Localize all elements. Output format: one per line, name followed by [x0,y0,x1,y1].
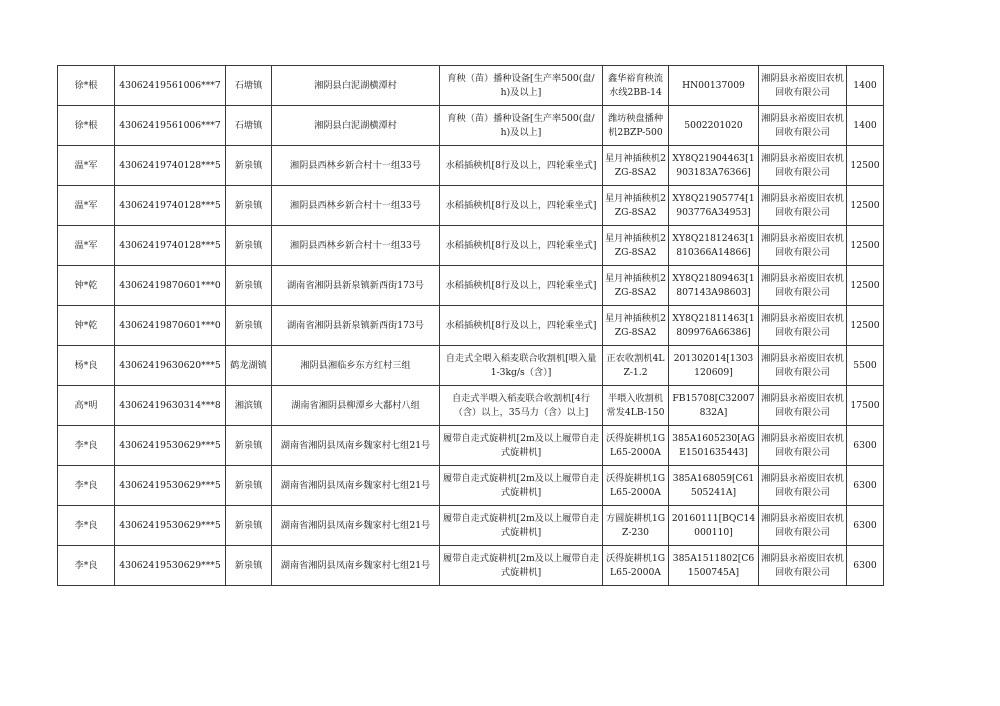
id-number-cell: 43062419530629***5 [115,506,226,546]
machine-category-cell: 水稻插秧机[8行及以上，四轮乘坐式] [440,226,603,266]
recipient-name-cell: 钟*乾 [58,266,115,306]
serial-number-cell: 385A1605230[AGE1501635443] [669,426,759,466]
subsidy-amount-cell: 12500 [847,306,884,346]
address-cell: 湖南省湘阴县柳潭乡大鄱村八组 [272,386,440,426]
machine-model-cell: 沃得旋耕机1GL65-2000A [603,426,669,466]
machine-category-cell: 自走式半喂入稻麦联合收割机[4行（含）以上，35马力（含）以上] [440,386,603,426]
address-cell: 湖南省湘阴县凤南乡魏家村七组21号 [272,506,440,546]
recycling-company-cell: 湘阴县永裕废旧农机回收有限公司 [759,386,847,426]
recipient-name-cell: 温*军 [58,186,115,226]
machine-model-cell: 沃得旋耕机1GL65-2000A [603,546,669,586]
serial-number-cell: FB15708[C32007832A] [669,386,759,426]
town-cell: 新泉镇 [226,506,272,546]
table-row [58,546,884,586]
subsidy-amount-cell: 1400 [847,106,884,146]
machine-model-cell: 星月神插秧机2ZG-8SA2 [603,306,669,346]
id-number-cell: 43062419740128***5 [115,186,226,226]
recycling-company-cell: 湘阴县永裕废旧农机回收有限公司 [759,306,847,346]
serial-number-cell: XY8Q21904463[1903183A76366] [669,146,759,186]
recycling-company-cell: 湘阴县永裕废旧农机回收有限公司 [759,186,847,226]
recycling-company-cell: 湘阴县永裕废旧农机回收有限公司 [759,226,847,266]
id-number-cell: 43062419630620***5 [115,346,226,386]
machine-model-cell: 鑫华裕育秧流水线2BB-14 [603,66,669,106]
table-row [58,346,884,386]
address-cell: 湘阴县白泥湖横潭村 [272,66,440,106]
subsidy-amount-cell: 12500 [847,146,884,186]
machine-model-cell: 星月神插秧机2ZG-8SA2 [603,186,669,226]
machine-category-cell: 履带自走式旋耕机[2m及以上履带自走式旋耕机] [440,426,603,466]
town-cell: 鹤龙湖镇 [226,346,272,386]
address-cell: 湖南省湘阴县凤南乡魏家村七组21号 [272,466,440,506]
serial-number-cell: 385A1511802[C61500745A] [669,546,759,586]
address-cell: 湖南省湘阴县新泉镇新西街173号 [272,306,440,346]
recipient-name-cell: 李*良 [58,546,115,586]
recycling-company-cell: 湘阴县永裕废旧农机回收有限公司 [759,506,847,546]
serial-number-cell: 5002201020 [669,106,759,146]
table-row [58,146,884,186]
id-number-cell: 43062419740128***5 [115,226,226,266]
serial-number-cell: XY8Q21812463[1810366A14866] [669,226,759,266]
address-cell: 湖南省湘阴县新泉镇新西街173号 [272,266,440,306]
table-row [58,466,884,506]
serial-number-cell: 385A168059[C61505241A] [669,466,759,506]
id-number-cell: 43062419530629***5 [115,466,226,506]
town-cell: 新泉镇 [226,466,272,506]
recipient-name-cell: 徐*根 [58,106,115,146]
table-row [58,106,884,146]
recipient-name-cell: 杨*良 [58,346,115,386]
recipient-name-cell: 钟*乾 [58,306,115,346]
table-row [58,226,884,266]
machine-model-cell: 潍坊秧盘播种机2BZP-500 [603,106,669,146]
address-cell: 湘阴县西林乡新合村十一组33号 [272,186,440,226]
recycling-company-cell: 湘阴县永裕废旧农机回收有限公司 [759,106,847,146]
table-row [58,506,884,546]
subsidy-amount-cell: 6300 [847,546,884,586]
recipient-name-cell: 温*军 [58,226,115,266]
recycling-company-cell: 湘阴县永裕废旧农机回收有限公司 [759,146,847,186]
town-cell: 新泉镇 [226,546,272,586]
machine-model-cell: 星月神插秧机2ZG-8SA2 [603,266,669,306]
subsidy-amount-cell: 17500 [847,386,884,426]
recycling-company-cell: 湘阴县永裕废旧农机回收有限公司 [759,66,847,106]
machine-category-cell: 育秧（苗）播种设备[生产率500(盘/h)及以上] [440,66,603,106]
town-cell: 石塘镇 [226,106,272,146]
serial-number-cell: XY8Q21905774[1903776A34953] [669,186,759,226]
recycling-company-cell: 湘阴县永裕废旧农机回收有限公司 [759,346,847,386]
id-number-cell: 43062419870601***0 [115,306,226,346]
subsidy-amount-cell: 6300 [847,426,884,466]
address-cell: 湘阴县西林乡新合村十一组33号 [272,146,440,186]
town-cell: 新泉镇 [226,226,272,266]
recipient-name-cell: 高*明 [58,386,115,426]
recipient-name-cell: 李*良 [58,506,115,546]
machine-category-cell: 水稻插秧机[8行及以上，四轮乘坐式] [440,146,603,186]
machine-category-cell: 水稻插秧机[8行及以上，四轮乘坐式] [440,306,603,346]
machine-category-cell: 履带自走式旋耕机[2m及以上履带自走式旋耕机] [440,506,603,546]
machine-model-cell: 沃得旋耕机1GL65-2000A [603,466,669,506]
serial-number-cell: 20160111[BQC14000110] [669,506,759,546]
machine-model-cell: 正农收割机4LZ-1.2 [603,346,669,386]
serial-number-cell: XY8Q21811463[1809976A66386] [669,306,759,346]
table-row [58,186,884,226]
address-cell: 湖南省湘阴县凤南乡魏家村七组21号 [272,426,440,466]
address-cell: 湘阴县湘临乡东方红村三组 [272,346,440,386]
subsidy-amount-cell: 12500 [847,226,884,266]
serial-number-cell: XY8Q21809463[1807143A98603] [669,266,759,306]
machine-category-cell: 履带自走式旋耕机[2m及以上履带自走式旋耕机] [440,466,603,506]
town-cell: 新泉镇 [226,426,272,466]
subsidy-amount-cell: 6300 [847,466,884,506]
machine-category-cell: 水稻插秧机[8行及以上，四轮乘坐式] [440,186,603,226]
table-row [58,306,884,346]
machine-model-cell: 方圆旋耕机1GZ-230 [603,506,669,546]
table-body [58,66,884,586]
subsidy-recipient-table [57,65,884,586]
table-row [58,266,884,306]
table-row [58,66,884,106]
table-row [58,426,884,466]
town-cell: 新泉镇 [226,306,272,346]
machine-model-cell: 星月神插秧机2ZG-8SA2 [603,226,669,266]
address-cell: 湘阴县白泥湖横潭村 [272,106,440,146]
town-cell: 新泉镇 [226,146,272,186]
recipient-name-cell: 李*良 [58,426,115,466]
id-number-cell: 43062419530629***5 [115,426,226,466]
machine-category-cell: 育秧（苗）播种设备[生产率500(盘/h)及以上] [440,106,603,146]
id-number-cell: 43062419561006***7 [115,66,226,106]
recycling-company-cell: 湘阴县永裕废旧农机回收有限公司 [759,546,847,586]
subsidy-amount-cell: 1400 [847,66,884,106]
table-row [58,386,884,426]
recipient-name-cell: 李*良 [58,466,115,506]
id-number-cell: 43062419530629***5 [115,546,226,586]
id-number-cell: 43062419630314***8 [115,386,226,426]
recycling-company-cell: 湘阴县永裕废旧农机回收有限公司 [759,266,847,306]
town-cell: 新泉镇 [226,266,272,306]
recipient-name-cell: 徐*根 [58,66,115,106]
town-cell: 新泉镇 [226,186,272,226]
address-cell: 湖南省湘阴县凤南乡魏家村七组21号 [272,546,440,586]
machine-category-cell: 水稻插秧机[8行及以上，四轮乘坐式] [440,266,603,306]
recycling-company-cell: 湘阴县永裕废旧农机回收有限公司 [759,466,847,506]
serial-number-cell: HN00137009 [669,66,759,106]
id-number-cell: 43062419561006***7 [115,106,226,146]
subsidy-amount-cell: 12500 [847,186,884,226]
machine-model-cell: 半喂入收割机常发4LB-150 [603,386,669,426]
machine-category-cell: 自走式全喂入稻麦联合收割机[喂入量1-3kg/s（含）] [440,346,603,386]
recipient-name-cell: 温*军 [58,146,115,186]
subsidy-amount-cell: 5500 [847,346,884,386]
recycling-company-cell: 湘阴县永裕废旧农机回收有限公司 [759,426,847,466]
id-number-cell: 43062419870601***0 [115,266,226,306]
machine-model-cell: 星月神插秧机2ZG-8SA2 [603,146,669,186]
id-number-cell: 43062419740128***5 [115,146,226,186]
subsidy-amount-cell: 6300 [847,506,884,546]
town-cell: 石塘镇 [226,66,272,106]
serial-number-cell: 201302014[1303120609] [669,346,759,386]
town-cell: 湘滨镇 [226,386,272,426]
address-cell: 湘阴县西林乡新合村十一组33号 [272,226,440,266]
machine-category-cell: 履带自走式旋耕机[2m及以上履带自走式旋耕机] [440,546,603,586]
subsidy-amount-cell: 12500 [847,266,884,306]
